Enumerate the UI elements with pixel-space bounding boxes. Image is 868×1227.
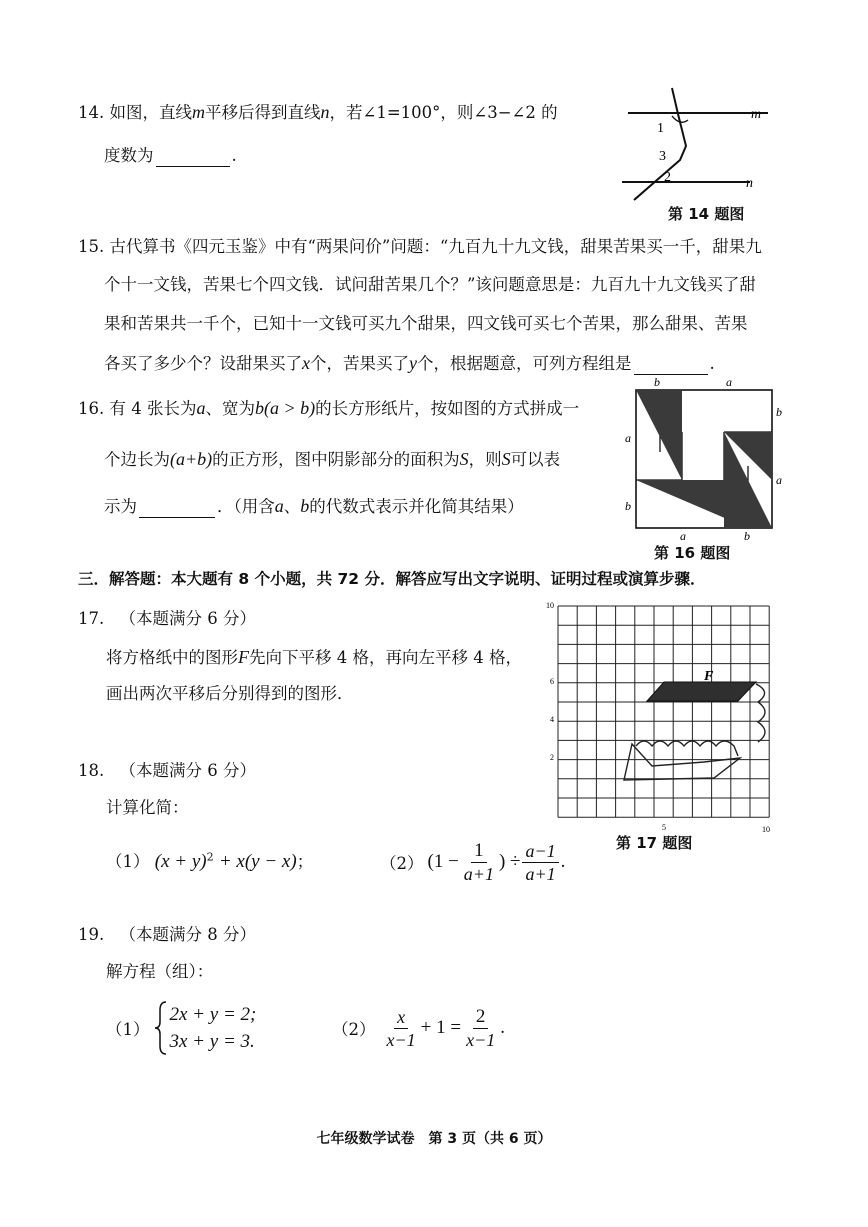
q14-label-2: 2 xyxy=(664,170,671,185)
q16-text-3b: ．（用含 xyxy=(217,497,275,516)
q19-f2-numerator: 2 xyxy=(473,1006,489,1029)
q14-label-1: 1 xyxy=(657,121,664,136)
q14-answer-blank[interactable] xyxy=(156,148,230,167)
q16-text-2b: 的正方形，图中阴影部分的面积为 xyxy=(212,450,460,469)
q15-text-4c: 个，根据题意，可列方程组是 xyxy=(417,354,632,373)
q18-p2-open: (1 − xyxy=(427,851,459,872)
q19-score: （本题满分 8 分） xyxy=(119,925,256,944)
q14-text-b: 平移后得到直线 xyxy=(205,103,321,122)
q18-p2-divide: ) ÷ xyxy=(498,851,521,872)
q14-caption: 第 14 题图 xyxy=(668,205,745,223)
var-f: F xyxy=(238,647,249,667)
q18-p1-label: （1） xyxy=(106,852,150,871)
q17-text-1b: 先向下平移 4 格，再向左平移 4 格， xyxy=(249,648,522,667)
q16-text-1c: 的长方形纸片，按如图的方式拼成一 xyxy=(315,399,580,418)
q17-axis-x10: 10 xyxy=(762,825,770,834)
q16-caption: 第 16 题图 xyxy=(654,544,731,562)
q18-p1-exponent: 2 xyxy=(206,850,214,864)
q16-text-3d: 的代数式表示并化简其结果） xyxy=(309,497,524,516)
q17-label-f: F xyxy=(704,669,714,684)
q16-condition: (a > b) xyxy=(264,398,316,418)
q14-text-a: 如图，直线 xyxy=(109,103,192,122)
q19-brace xyxy=(154,1000,168,1056)
q19-f1-numerator: x xyxy=(394,1006,408,1029)
q16-label-right-b: b xyxy=(776,405,782,419)
q19-f1-denominator: x−1 xyxy=(386,1029,416,1050)
q14-line-1 xyxy=(78,101,558,124)
q16-label-bottom-a: a xyxy=(680,529,686,542)
var-a-2: a xyxy=(274,496,284,516)
q18-prompt: 计算化简： xyxy=(106,798,189,817)
q14-tail: . xyxy=(231,146,237,165)
q18-p2-f1-numerator: 1 xyxy=(471,840,487,863)
q14-number: 14. xyxy=(78,103,105,122)
q18-number: 18. xyxy=(78,761,105,780)
q15-line-4 xyxy=(104,352,715,375)
q16-line-3 xyxy=(104,495,524,518)
q17-grid xyxy=(558,606,769,817)
q17-number: 17. xyxy=(78,609,105,628)
q18-part-2 xyxy=(380,838,565,886)
q19-equation-2: 3x + y = 3. xyxy=(169,1031,255,1052)
q19-equation-1: 2x + y = 2; xyxy=(169,1004,257,1025)
q15-answer-blank[interactable] xyxy=(634,356,708,375)
q16-text-3c: 、 xyxy=(283,497,301,516)
q17-text-1a: 将方格纸中的图形 xyxy=(106,648,238,667)
q16-text-1b: 、宽为 xyxy=(205,399,255,418)
var-b: b xyxy=(255,398,264,418)
q17-header xyxy=(78,608,256,630)
q18-p2-fraction-2 xyxy=(522,840,558,885)
page-footer: 七年级数学试卷 第 3 页（共 6 页） xyxy=(316,1131,552,1147)
var-s: S xyxy=(459,449,469,469)
q19-p2-fraction-1 xyxy=(384,1006,419,1051)
var-s-2: S xyxy=(501,449,511,469)
q17-axis-y6: 6 xyxy=(550,677,554,686)
q14-line-2 xyxy=(104,145,237,167)
q18-p2-end: . xyxy=(560,851,566,872)
q19-number: 19. xyxy=(78,925,105,944)
q19-p2-label: （2） xyxy=(332,1020,376,1039)
q14-label-m: m xyxy=(751,107,762,122)
q18-p2-label: （2） xyxy=(380,854,424,873)
q18-p1-expr-b: + x(y − x) xyxy=(218,851,297,872)
var-m: m xyxy=(192,102,205,122)
q17-pencil-mark xyxy=(624,744,740,780)
q18-part-1 xyxy=(106,848,313,873)
q15-text-3: 果和苦果共一千个，已知十一文钱可买九个甜果，四文钱可买七个苦果，那么甜果、苦果 xyxy=(104,314,748,333)
q16-figure xyxy=(620,376,788,542)
q17-grid-figure xyxy=(544,596,776,836)
q18-p2-fraction-1 xyxy=(461,840,497,885)
q16-line-2 xyxy=(104,448,560,471)
q19-part-1 xyxy=(106,1000,256,1056)
q19-f2-denominator: x−1 xyxy=(466,1029,496,1050)
q16-label-top-a: a xyxy=(726,376,732,389)
var-y: y xyxy=(409,353,417,373)
q14-transversal xyxy=(634,88,686,200)
var-a: a xyxy=(196,398,206,418)
q16-label-top-b: b xyxy=(654,376,660,389)
q17-pencil-mark xyxy=(636,741,738,756)
q18-p1-expr-a: (x + y) xyxy=(154,851,207,872)
q19-system xyxy=(170,1001,257,1055)
q17-shape-f xyxy=(647,682,756,701)
var-x: x xyxy=(302,353,310,373)
q18-score: （本题满分 6 分） xyxy=(119,761,256,780)
q19-plus-equals: + 1 = xyxy=(420,1017,462,1038)
q18-p2-f2-denominator: a+1 xyxy=(525,863,556,884)
q17-score: （本题满分 6 分） xyxy=(119,609,256,628)
q15-text-2: 个十一文钱，苦果七个四文钱．试问甜苦果几个？”该问题意思是：九百九十九文钱买了甜 xyxy=(104,275,756,294)
q16-text-2c: ，则 xyxy=(468,450,502,469)
q17-text-2: 画出两次平移后分别得到的图形． xyxy=(106,684,354,703)
q14-text-c: ，若∠1=100°，则∠3−∠2 的 xyxy=(329,103,558,122)
q18-p2-f2-numerator: a−1 xyxy=(522,840,558,863)
q14-label-n: n xyxy=(746,176,753,191)
q14-figure xyxy=(600,84,780,206)
q15-text-1: 古代算书《四元玉鉴》中有“两果问价”问题：“九百九十九文钱，甜果苦果买一千，甜果九 xyxy=(109,237,762,256)
q19-p2-end: . xyxy=(500,1017,505,1038)
q16-text-1a: 有 4 张长为 xyxy=(109,399,197,418)
q16-label-bottom-b: b xyxy=(744,529,750,542)
q16-label-left-b: b xyxy=(625,499,631,513)
q16-label-left-a: a xyxy=(625,431,631,445)
q17-pencil-mark xyxy=(756,684,765,742)
q15-tail: . xyxy=(709,354,715,373)
q19-prompt: 解方程（组）： xyxy=(106,962,214,981)
q19-p1-label: （1） xyxy=(106,1020,150,1039)
q16-text-3a: 示为 xyxy=(104,497,137,516)
q16-sum: (a+b) xyxy=(170,449,213,469)
q15-number: 15. xyxy=(78,237,105,256)
q19-part-2 xyxy=(332,1004,505,1052)
q16-number: 16. xyxy=(78,399,105,418)
q14-text-d: 度数为 xyxy=(104,146,154,165)
section-3-heading: 三．解答题：本大题有 8 个小题，共 72 分．解答应写出文字说明、证明过程或演算步骤． xyxy=(78,570,706,588)
q17-axis-y4: 4 xyxy=(550,715,554,724)
q15-text-4a: 各买了多少个？设甜果买了 xyxy=(104,354,302,373)
q16-answer-blank[interactable] xyxy=(139,499,215,518)
q16-label-right-a: a xyxy=(776,473,782,487)
q19-p2-fraction-2 xyxy=(463,1006,498,1051)
q16-line-1 xyxy=(78,397,579,420)
q18-p2-f1-denominator: a+1 xyxy=(463,863,494,884)
q17-axis-y10: 10 xyxy=(546,601,554,610)
q18-header xyxy=(78,760,256,782)
var-b-2: b xyxy=(300,496,310,516)
q14-label-3: 3 xyxy=(659,149,666,164)
q17-axis-y2: 2 xyxy=(550,753,554,762)
q17-line-1 xyxy=(106,646,522,669)
q19-header xyxy=(78,924,256,946)
q18-p1-end: ； xyxy=(296,852,314,871)
q15-line-1 xyxy=(78,236,762,258)
q17-axis-x5: 5 xyxy=(662,823,666,832)
q15-text-4b: 个，苦果买了 xyxy=(310,354,409,373)
var-n: n xyxy=(320,102,330,122)
q17-caption: 第 17 题图 xyxy=(616,834,693,852)
q16-text-2a: 个边长为 xyxy=(104,450,170,469)
q16-text-2d: 可以表 xyxy=(510,450,561,469)
